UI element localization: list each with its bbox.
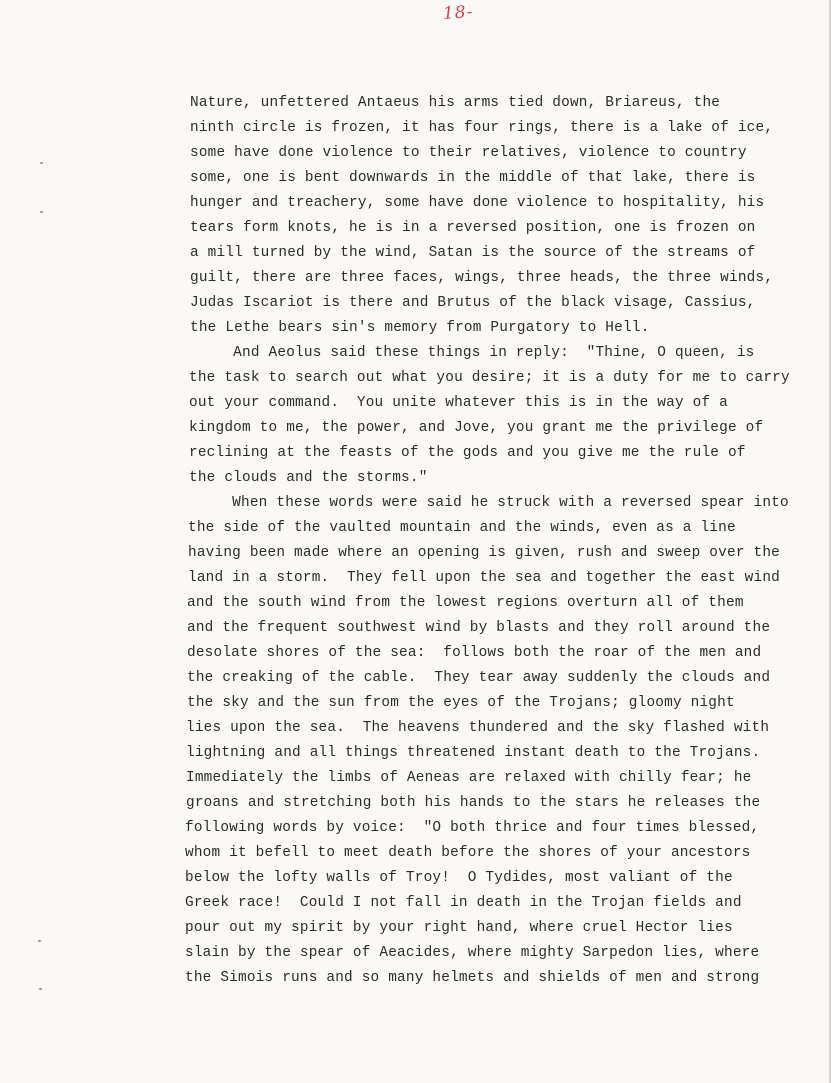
- text-line: Greek race! Could I not fall in death in the Trojan fields and: [185, 895, 742, 911]
- text-line: Judas Iscariot is there and Brutus of the black visage, Cassius,: [190, 295, 756, 311]
- text-line: the sky and the sun from the eyes of the Trojans; gloomy night: [187, 695, 735, 711]
- text-line: a mill turned by the wind, Satan is the source of the streams of: [190, 245, 756, 261]
- text-line: whom it befell to meet death before the shores of your ancestors: [185, 845, 751, 861]
- page-number-mark: 18-: [442, 1, 475, 25]
- text-line: having been made where an opening is given, rush and sweep over the: [188, 545, 780, 561]
- text-line: and the frequent southwest wind by blasts and they roll around the: [187, 620, 771, 636]
- text-line: lies upon the sea. The heavens thundered and the sky flashed with: [186, 720, 770, 736]
- text-line: the Lethe bears sin's memory from Purgatory to Hell.: [190, 320, 650, 336]
- text-line: the task to search out what you desire; it is a duty for me to carry: [189, 370, 790, 386]
- text-line: the side of the vaulted mountain and the winds, even as a line: [188, 520, 736, 536]
- text-line: land in a storm. They fell upon the sea and together the east wind: [188, 570, 780, 586]
- text-line: groans and stretching both his hands to the stars he releases the: [186, 795, 761, 811]
- text-line: following words by voice: "O both thrice and four times blessed,: [185, 820, 760, 836]
- text-line: and the south wind from the lowest regions overturn all of them: [187, 595, 744, 611]
- text-line: guilt, there are three faces, wings, three heads, the three winds,: [190, 270, 774, 286]
- text-line: the clouds and the storms.": [189, 470, 428, 486]
- text-line: below the lofty walls of Troy! O Tydides, most valiant of the: [185, 870, 733, 886]
- text-line: When these words were said he struck with a reversed spear into: [188, 495, 789, 511]
- text-line: desolate shores of the sea: follows both the roar of the men and: [187, 645, 762, 661]
- text-line: pour out my spirit by your right hand, where cruel Hector lies: [185, 920, 733, 936]
- text-line: ninth circle is frozen, it has four rings, there is a lake of ice,: [190, 120, 774, 136]
- text-line: some have done violence to their relatives, violence to country: [190, 145, 747, 161]
- text-line: out your command. You unite whatever this is in the way of a: [189, 395, 728, 411]
- text-line: lightning and all things threatened instant death to the Trojans.: [186, 745, 761, 761]
- text-line: Immediately the limbs of Aeneas are relaxed with chilly fear; he: [186, 770, 752, 786]
- text-line: the Simois runs and so many helmets and shields of men and strong: [185, 970, 760, 986]
- text-line: And Aeolus said these things in reply: "Thine, O queen, is: [189, 345, 755, 361]
- text-line: kingdom to me, the power, and Jove, you grant me the privilege of: [189, 420, 764, 436]
- text-line: Nature, unfettered Antaeus his arms tied down, Briareus, the: [190, 95, 721, 111]
- text-line: tears form knots, he is in a reversed position, one is frozen on: [190, 220, 756, 236]
- text-line: some, one is bent downwards in the middle of that lake, there is: [190, 170, 756, 186]
- text-line: the creaking of the cable. They tear away suddenly the clouds and: [187, 670, 771, 686]
- text-line: reclining at the feasts of the gods and you give me the rule of: [189, 445, 746, 461]
- text-line: slain by the spear of Aeacides, where mighty Sarpedon lies, where: [185, 945, 760, 961]
- text-line: hunger and treachery, some have done violence to hospitality, his: [190, 195, 765, 211]
